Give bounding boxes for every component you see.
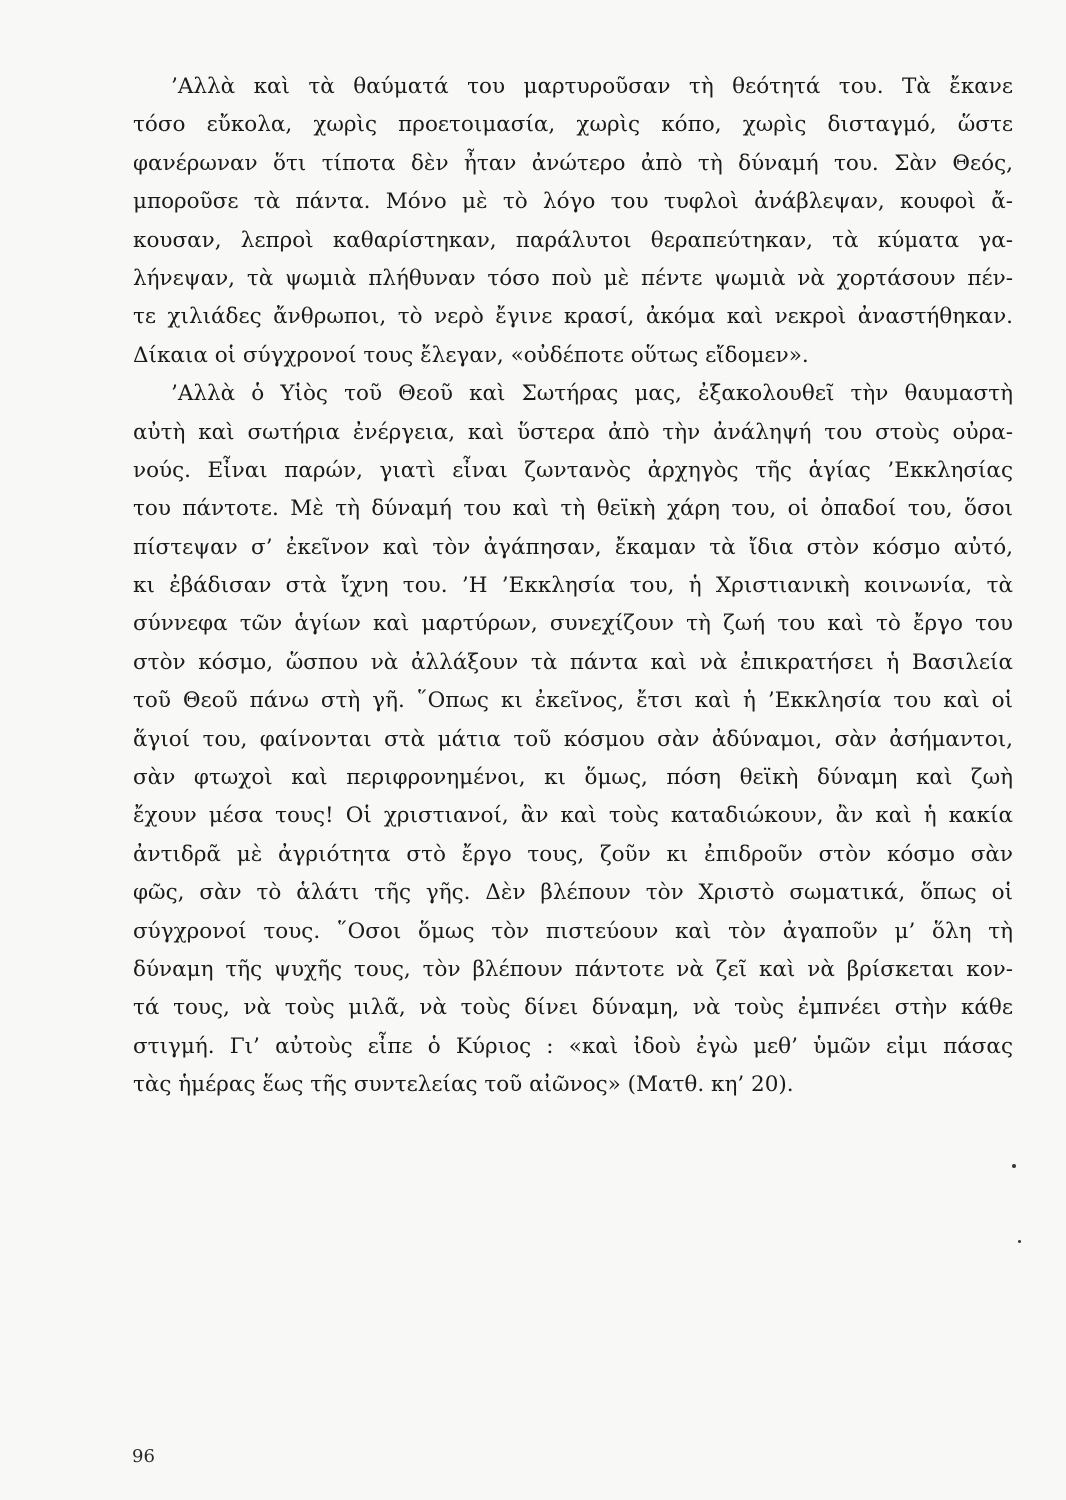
text-line: σύγχρονοί τους. ῞Οσοι ὅμως τὸν πιστεύουν καὶ τὸν ἀγαποῦν μ’ ὅλη τὴ [133, 918, 1013, 944]
text-line: αὐτὴ καὶ σωτήρια ἐνέργεια, καὶ ὕστερα ἀπὸ τὴν ἀνάληψή του στοὺς οὐρα- [133, 419, 1013, 445]
text-line: Δίκαια οἱ σύγχρονοί τους ἔλεγαν, «οὐδέποτε οὕτως εἴδομεν». [133, 342, 809, 368]
text-line: ’Αλλὰ καὶ τὰ θαύματά του μαρτυροῦσαν τὴ θεότητά του. Τὰ ἔκανε [171, 74, 1013, 99]
text-line: ἀντιδρᾶ μὲ ἀγριότητα στὸ ἔργο τους, ζοῦν κι ἐπιδροῦν στὸν κόσμο σὰν [133, 841, 1013, 867]
text-line: τόσο εὔκολα, χωρὶς προετοιμασία, χωρὶς κόπο, χωρὶς δισταγμό, ὥστε [133, 112, 1013, 138]
text-line: πίστεψαν σ’ ἐκεῖνον καὶ τὸν ἀγάπησαν, ἔκαμαν τὰ ἴδια στὸν κόσμο αὐτό, [133, 534, 1013, 560]
text-line: ἔχουν μέσα τους! Οἱ χριστιανοί, ἂν καὶ τοὺς καταδιώκουν, ἂν καὶ ἡ κακία [133, 803, 1013, 829]
text-line: σὰν φτωχοὶ καὶ περιφρονημένοι, κι ὅμως, πόση θεϊκὴ δύναμη καὶ ζωὴ [133, 765, 1013, 791]
text-line: στιγμή. Γι’ αὐτοὺς εἶπε ὁ Κύριος : «καὶ ἰδοὺ ἐγὼ μεθ’ ὑμῶν εἰμι πάσας [133, 1033, 1013, 1059]
text-line: στὸν κόσμο, ὥσπου νὰ ἀλλάξουν τὰ πάντα καὶ νὰ ἐπικρατήσει ἡ Βασιλεία [133, 649, 1013, 675]
text-line: ’Αλλὰ ὁ Υἱὸς τοῦ Θεοῦ καὶ Σωτήρας μας, ἐξακολουθεῖ τὴν θαυμαστὴ [171, 381, 1013, 407]
text-line: τὰς ἡμέρας ἕως τῆς συντελείας τοῦ αἰῶνος» (Ματθ. κη’ 20). [133, 1072, 794, 1098]
text-line: νούς. Εἶναι παρών, γιατὶ εἶναι ζωντανὸς ἀρχηγὸς τῆς ἁγίας ’Εκκλησίας [133, 457, 1013, 483]
text-line: κι ἐβάδισαν στὰ ἴχνη του. ’Η ’Εκκλησία του, ἡ Χριστιανικὴ κοινωνία, τὰ [133, 573, 1013, 599]
print-speck [1012, 1164, 1016, 1168]
text-line: φῶς, σὰν τὸ ἁλάτι τῆς γῆς. Δὲν βλέπουν τὸν Χριστὸ σωματικά, ὅπως οἱ [133, 880, 1013, 906]
text-line: κουσαν, λεπροὶ καθαρίστηκαν, παράλυτοι θεραπεύτηκαν, τὰ κύματα γα- [133, 227, 1013, 253]
text-line: του πάντοτε. Μὲ τὴ δύναμή του καὶ τὴ θεϊκὴ χάρη του, οἱ ὀπαδοί του, ὅσοι [133, 496, 1013, 522]
text-line: τε χιλιάδες ἄνθρωποι, τὸ νερὸ ἔγινε κρασί, ἀκόμα καὶ νεκροὶ ἀναστήθηκαν. [133, 304, 1013, 330]
text-line: σύννεφα τῶν ἁγίων καὶ μαρτύρων, συνεχίζουν τὴ ζωή του καὶ τὸ ἔργο του [133, 611, 1013, 637]
text-line: δύναμη τῆς ψυχῆς τους, τὸν βλέπουν πάντοτε νὰ ζεῖ καὶ νὰ βρίσκεται κον- [133, 956, 1013, 982]
print-speck [1018, 1240, 1021, 1243]
text-line: μποροῦσε τὰ πάντα. Μόνο μὲ τὸ λόγο του τυφλοὶ ἀνάβλεψαν, κουφοὶ ἄ- [133, 189, 1013, 215]
text-line: τά τους, νὰ τοὺς μιλᾶ, νὰ τοὺς δίνει δύναμη, νὰ τοὺς ἐμπνέει στὴν κάθε [133, 995, 1013, 1021]
text-line: τοῦ Θεοῦ πάνω στὴ γῆ. ῞Οπως κι ἐκεῖνος, ἔτσι καὶ ἡ ’Εκκλησία του καὶ οἱ [133, 688, 1013, 714]
text-line: λήνεψαν, τὰ ψωμιὰ πλήθυναν τόσο ποὺ μὲ πέντε ψωμιὰ νὰ χορτάσουν πέν- [133, 265, 1013, 291]
body-text [133, 68, 1013, 1105]
text-line: φανέρωναν ὅτι τίποτα δὲν ἦταν ἀνώτερο ἀπὸ τὴ δύναμή του. Σὰν Θεός, [133, 150, 1013, 176]
text-line: ἅγιοί του, φαίνονται στὰ μάτια τοῦ κόσμου σὰν ἀδύναμοι, σὰν ἀσήμαντοι, [133, 726, 1013, 752]
page-number: 96 [132, 1446, 155, 1467]
